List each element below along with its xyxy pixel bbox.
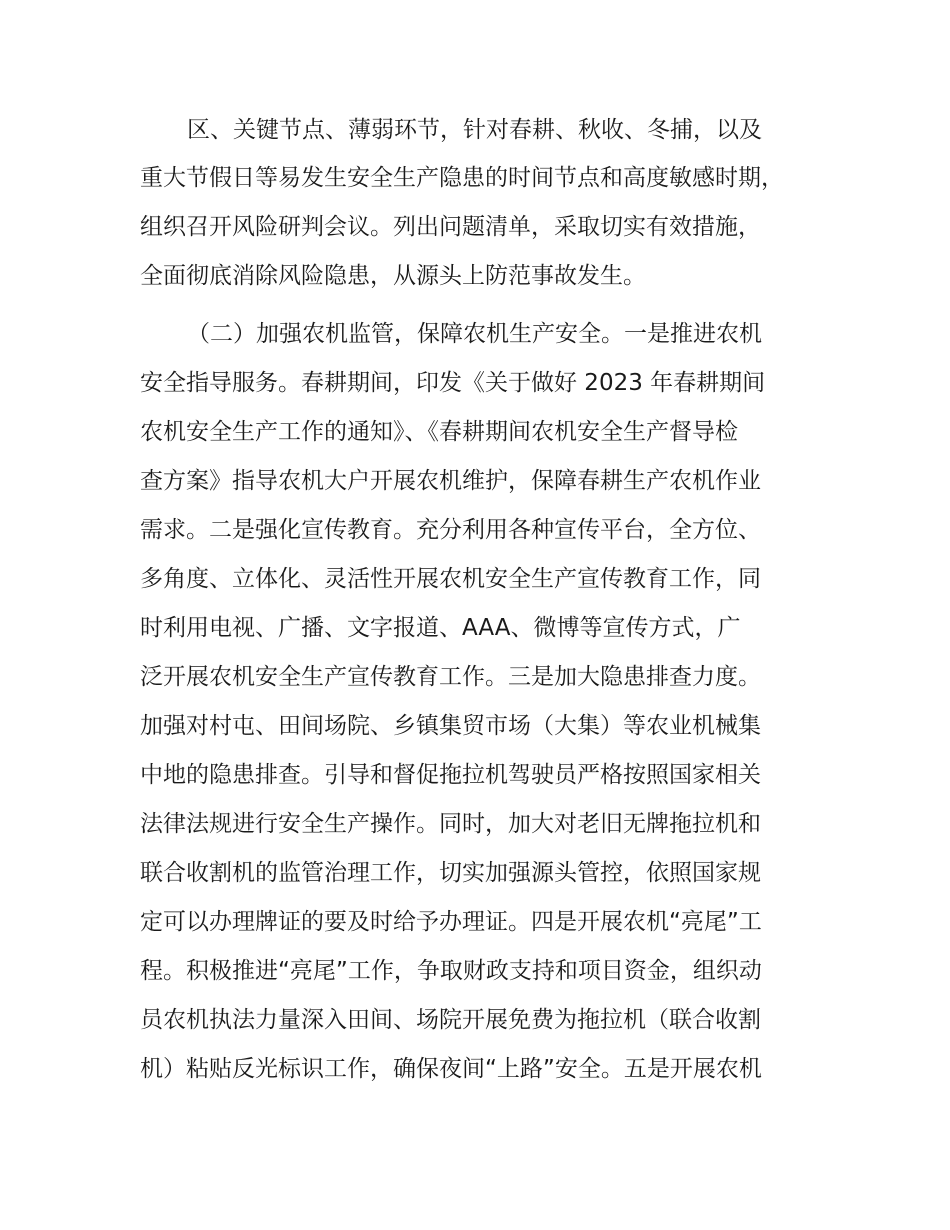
paragraph-2-line-2: 安全指导服务。春耕期间，印发《关于做好 2023 年春耕期间 (140, 370, 766, 396)
paragraph-1-line-3: 组织召开风险研判会议。列出问题清单，采取切实有效措施， (140, 214, 761, 240)
paragraph-1-line-2: 重大节假日等易发生安全生产隐患的时间节点和高度敏感时期， (140, 165, 784, 191)
paragraph-2-line-8: 泛开展农机安全生产宣传教育工作。三是加大隐患排查力度。 (140, 664, 761, 690)
paragraph-2-line-12: 联合收割机的监管治理工作，切实加强源头管控，依照国家规 (140, 860, 761, 886)
paragraph-2-line-7: 时利用电视、广播、文字报道、AAA、微博等宣传方式，广 (140, 615, 741, 641)
paragraph-2-line-16: 机）粘贴反光标识工作，确保夜间“上路”安全。五是开展农机 (140, 1056, 762, 1082)
paragraph-1-line-1: 区、关键节点、薄弱环节，针对春耕、秋收、冬捕，以及 (187, 117, 762, 143)
paragraph-2-line-6: 多角度、立体化、灵活性开展农机安全生产宣传教育工作，同 (140, 566, 761, 592)
paragraph-2-line-5: 需求。二是强化宣传教育。充分利用各种宣传平台，全方位、 (140, 517, 761, 543)
paragraph-2-line-13: 定可以办理牌证的要及时给予办理证。四是开展农机“亮尾”工 (140, 909, 762, 935)
paragraph-2-line-15: 员农机执法力量深入田间、场院开展免费为拖拉机（联合收割 (140, 1007, 761, 1033)
paragraph-2-line-11: 法律法规进行安全生产操作。同时，加大对老旧无牌拖拉机和 (140, 811, 761, 837)
paragraph-2-line-4: 查方案》指导农机大户开展农机维护，保障春耕生产农机作业 (140, 468, 761, 494)
paragraph-2-line-10: 中地的隐患排查。引导和督促拖拉机驾驶员严格按照国家相关 (140, 762, 761, 788)
paragraph-2-line-14: 程。积极推进“亮尾”工作，争取财政支持和项目资金，组织动 (140, 958, 762, 984)
paragraph-1-line-4: 全面彻底消除风险隐患，从源头上防范事故发生。 (140, 263, 646, 289)
paragraph-2-line-1: （二）加强农机监管，保障农机生产安全。一是推进农机 (187, 321, 762, 347)
paragraph-2-line-9: 加强对村屯、田间场院、乡镇集贸市场（大集）等农业机械集 (140, 713, 761, 739)
paragraph-2-line-3: 农机安全生产工作的通知》、《春耕期间农机安全生产督导检 (140, 419, 738, 445)
